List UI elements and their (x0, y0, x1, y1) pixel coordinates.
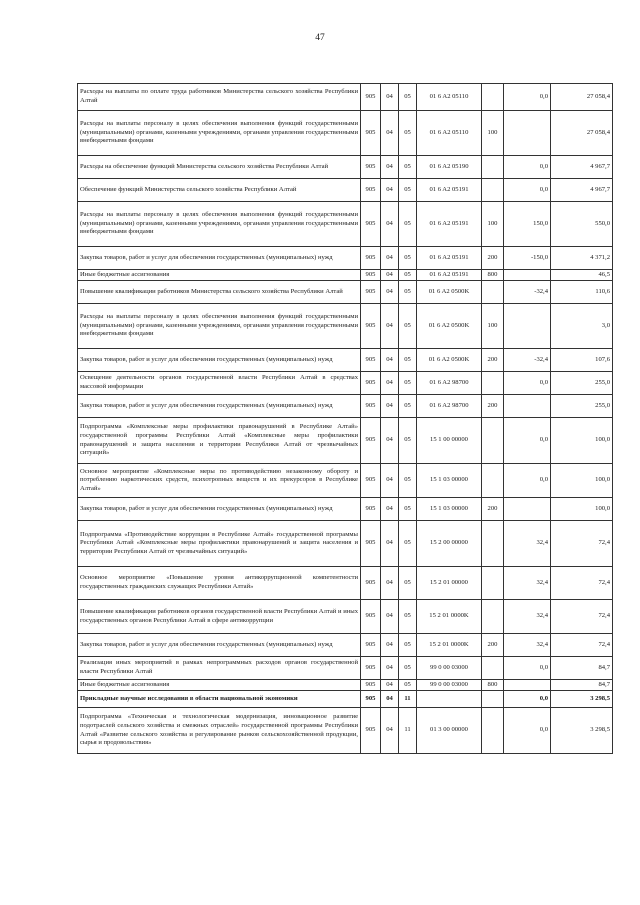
amount-change: 0,0 (504, 708, 551, 754)
ministry-code: 905 (361, 156, 381, 179)
amount-total: 3,0 (551, 304, 613, 349)
table-row (78, 395, 613, 418)
amount-total: 100,0 (551, 418, 613, 464)
expense-type-code (482, 179, 504, 202)
target-article-code: 99 0 00 03000 (417, 657, 482, 680)
expense-type-code (482, 84, 504, 111)
target-article-code: 01 6 A2 05190 (417, 156, 482, 179)
expense-type-code (482, 418, 504, 464)
section-code: 04 (381, 372, 399, 395)
amount-change (504, 395, 551, 418)
budget-item-name: Основное мероприятие «Комплексные меры по противодействию незаконному обороту и потреблению наркотических средств, психотропных веществ и их прекурсоров в Республике Алтай» (78, 464, 361, 498)
table-row (78, 247, 613, 270)
target-article-code: 01 6 A2 05110 (417, 84, 482, 111)
subsection-code: 05 (399, 567, 417, 600)
ministry-code: 905 (361, 202, 381, 247)
amount-total: 100,0 (551, 498, 613, 521)
budget-item-name: Повышение квалификации работников органов государственной власти Республики Алтай и иных государственных органов Республики Алтай в сфере антикоррупции (78, 600, 361, 634)
ministry-code: 905 (361, 708, 381, 754)
budget-item-name: Освещение деятельности органов государственной власти Республики Алтай в средствах массовой информации (78, 372, 361, 395)
section-code: 04 (381, 691, 399, 708)
amount-total: 84,7 (551, 680, 613, 691)
target-article-code: 15 1 03 00000 (417, 464, 482, 498)
target-article-code: 99 0 00 03000 (417, 680, 482, 691)
budget-item-name: Иные бюджетные ассигнования (78, 270, 361, 281)
expense-type-code: 800 (482, 680, 504, 691)
table-row (78, 111, 613, 156)
amount-total: 84,7 (551, 657, 613, 680)
amount-total: 4 371,2 (551, 247, 613, 270)
budget-item-name: Основное мероприятие «Повышение уровня антикоррупционной компетентности государственных гражданских служащих Республики Алтай» (78, 567, 361, 600)
subsection-code: 05 (399, 634, 417, 657)
subsection-code: 05 (399, 680, 417, 691)
ministry-code: 905 (361, 304, 381, 349)
expense-type-code (482, 567, 504, 600)
table-row (78, 498, 613, 521)
subsection-code: 05 (399, 464, 417, 498)
expense-type-code (482, 281, 504, 304)
section-code: 04 (381, 179, 399, 202)
expense-type-code: 200 (482, 634, 504, 657)
expense-type-code (482, 691, 504, 708)
budget-item-name: Закупка товаров, работ и услуг для обеспечения государственных (муниципальных) нужд (78, 247, 361, 270)
expense-type-code: 100 (482, 304, 504, 349)
target-article-code: 01 6 A2 05191 (417, 270, 482, 281)
table-row (78, 680, 613, 691)
target-article-code: 01 6 A2 0500K (417, 304, 482, 349)
ministry-code: 905 (361, 498, 381, 521)
budget-item-name: Повышение квалификации работников Министерства сельского хозяйства Республики Алтай (78, 281, 361, 304)
expense-type-code (482, 156, 504, 179)
expense-type-code (482, 600, 504, 634)
table-row (78, 418, 613, 464)
section-code: 04 (381, 304, 399, 349)
budget-item-name: Расходы на обеспечение функций Министерства сельского хозяйства Республики Алтай (78, 156, 361, 179)
section-code: 04 (381, 281, 399, 304)
target-article-code: 15 1 03 00000 (417, 498, 482, 521)
section-code: 04 (381, 600, 399, 634)
ministry-code: 905 (361, 691, 381, 708)
target-article-code (417, 691, 482, 708)
subsection-code: 05 (399, 521, 417, 567)
amount-total: 72,4 (551, 521, 613, 567)
target-article-code: 15 2 01 00000 (417, 567, 482, 600)
ministry-code: 905 (361, 600, 381, 634)
section-code: 04 (381, 521, 399, 567)
subsection-code: 11 (399, 708, 417, 754)
section-code: 04 (381, 156, 399, 179)
subsection-code: 05 (399, 600, 417, 634)
expense-type-code (482, 708, 504, 754)
ministry-code: 905 (361, 395, 381, 418)
ministry-code: 905 (361, 372, 381, 395)
subsection-code: 11 (399, 691, 417, 708)
amount-total: 27 058,4 (551, 111, 613, 156)
ministry-code: 905 (361, 111, 381, 156)
table-row (78, 304, 613, 349)
ministry-code: 905 (361, 521, 381, 567)
budget-item-name: Подпрограмма «Комплексные меры профилактики правонарушений в Республике Алтай» государственной программы Республики Алтай «Комплексные меры профилактики правонарушений и защита населения и территории Республики Алтай от чрезвычайных ситуаций» (78, 418, 361, 464)
target-article-code: 15 2 01 0000K (417, 634, 482, 657)
section-code: 04 (381, 418, 399, 464)
amount-total: 46,5 (551, 270, 613, 281)
amount-change: 0,0 (504, 156, 551, 179)
section-code: 04 (381, 395, 399, 418)
section-code: 04 (381, 270, 399, 281)
table-row (78, 464, 613, 498)
section-code: 04 (381, 498, 399, 521)
amount-change: 0,0 (504, 691, 551, 708)
amount-change: -32,4 (504, 349, 551, 372)
budget-item-name: Расходы на выплаты персоналу в целях обеспечения выполнения функций государственными (муниципальными) органами, казенными учреждениями, органами управления государственными внебюджетными фондами (78, 111, 361, 156)
expense-type-code: 100 (482, 111, 504, 156)
amount-change (504, 498, 551, 521)
subsection-code: 05 (399, 304, 417, 349)
section-code: 04 (381, 708, 399, 754)
budget-item-name: Закупка товаров, работ и услуг для обеспечения государственных (муниципальных) нужд (78, 634, 361, 657)
target-article-code: 01 6 A2 05110 (417, 111, 482, 156)
section-code: 04 (381, 567, 399, 600)
target-article-code: 15 1 00 00000 (417, 418, 482, 464)
amount-total: 4 967,7 (551, 156, 613, 179)
target-article-code: 01 6 A2 05191 (417, 179, 482, 202)
ministry-code: 905 (361, 680, 381, 691)
subsection-code: 05 (399, 179, 417, 202)
amount-total: 72,4 (551, 634, 613, 657)
budget-table (77, 83, 613, 754)
table-row (78, 281, 613, 304)
amount-total: 72,4 (551, 600, 613, 634)
amount-total: 27 058,4 (551, 84, 613, 111)
target-article-code: 01 6 A2 05191 (417, 202, 482, 247)
subsection-code: 05 (399, 418, 417, 464)
ministry-code: 905 (361, 349, 381, 372)
ministry-code: 905 (361, 634, 381, 657)
ministry-code: 905 (361, 270, 381, 281)
subsection-code: 05 (399, 498, 417, 521)
amount-change: 32,4 (504, 567, 551, 600)
budget-item-name: Закупка товаров, работ и услуг для обеспечения государственных (муниципальных) нужд (78, 498, 361, 521)
expense-type-code: 100 (482, 202, 504, 247)
expense-type-code (482, 521, 504, 567)
table-row (78, 156, 613, 179)
amount-total: 3 298,5 (551, 708, 613, 754)
target-article-code: 01 6 A2 0500K (417, 349, 482, 372)
amount-change: -32,4 (504, 281, 551, 304)
subsection-code: 05 (399, 111, 417, 156)
budget-item-name: Реализация иных мероприятий в рамках непрограммных расходов органов государственной власти Республики Алтай (78, 657, 361, 680)
budget-item-name: Иные бюджетные ассигнования (78, 680, 361, 691)
ministry-code: 905 (361, 179, 381, 202)
subsection-code: 05 (399, 202, 417, 247)
section-code: 04 (381, 111, 399, 156)
budget-item-name: Расходы на выплаты персоналу в целях обеспечения выполнения функций государственными (муниципальными) органами, казенными учреждениями, органами управления государственными внебюджетными фондами (78, 202, 361, 247)
section-code: 04 (381, 634, 399, 657)
amount-total: 550,0 (551, 202, 613, 247)
table-row (78, 202, 613, 247)
subsection-code: 05 (399, 281, 417, 304)
table-row (78, 84, 613, 111)
target-article-code: 01 6 A2 0500K (417, 281, 482, 304)
table-row (78, 567, 613, 600)
table-row (78, 349, 613, 372)
subsection-code: 05 (399, 247, 417, 270)
section-code: 04 (381, 247, 399, 270)
table-row (78, 521, 613, 567)
subsection-code: 05 (399, 156, 417, 179)
amount-change: 0,0 (504, 464, 551, 498)
section-code: 04 (381, 202, 399, 247)
amount-total: 110,6 (551, 281, 613, 304)
amount-change: 32,4 (504, 521, 551, 567)
amount-change: 0,0 (504, 372, 551, 395)
ministry-code: 905 (361, 247, 381, 270)
budget-item-name: Обеспечение функций Министерства сельского хозяйства Республики Алтай (78, 179, 361, 202)
section-code: 04 (381, 464, 399, 498)
amount-change: 32,4 (504, 634, 551, 657)
amount-change: 32,4 (504, 600, 551, 634)
table-row (78, 708, 613, 754)
amount-total: 4 967,7 (551, 179, 613, 202)
ministry-code: 905 (361, 84, 381, 111)
subsection-code: 05 (399, 84, 417, 111)
amount-total: 107,6 (551, 349, 613, 372)
budget-item-name: Расходы на выплаты по оплате труда работников Министерства сельского хозяйства Республики Алтай (78, 84, 361, 111)
table-row (78, 270, 613, 281)
target-article-code: 15 2 00 00000 (417, 521, 482, 567)
table-row (78, 372, 613, 395)
section-code: 04 (381, 657, 399, 680)
amount-change: 0,0 (504, 179, 551, 202)
expense-type-code (482, 657, 504, 680)
table-row (78, 691, 613, 708)
table-row (78, 657, 613, 680)
target-article-code: 15 2 01 0000K (417, 600, 482, 634)
section-code: 04 (381, 84, 399, 111)
table-row (78, 634, 613, 657)
ministry-code: 905 (361, 418, 381, 464)
amount-total: 255,0 (551, 395, 613, 418)
expense-type-code (482, 372, 504, 395)
table-row (78, 179, 613, 202)
page-number: 47 (315, 33, 325, 43)
amount-change (504, 680, 551, 691)
expense-type-code: 200 (482, 247, 504, 270)
subsection-code: 05 (399, 395, 417, 418)
section-code: 04 (381, 680, 399, 691)
subsection-code: 05 (399, 657, 417, 680)
ministry-code: 905 (361, 281, 381, 304)
budget-item-name: Закупка товаров, работ и услуг для обеспечения государственных (муниципальных) нужд (78, 349, 361, 372)
table-row (78, 600, 613, 634)
budget-item-name: Подпрограмма «Противодействие коррупции в Республике Алтай» государственной программы Республики Алтай «Комплексные меры профилактики правонарушений и защита населения и территории Республики Алтай от чрезвычайных ситуаций» (78, 521, 361, 567)
amount-change (504, 111, 551, 156)
target-article-code: 01 3 00 00000 (417, 708, 482, 754)
subsection-code: 05 (399, 349, 417, 372)
target-article-code: 01 6 A2 98700 (417, 372, 482, 395)
budget-item-name: Закупка товаров, работ и услуг для обеспечения государственных (муниципальных) нужд (78, 395, 361, 418)
amount-change: 150,0 (504, 202, 551, 247)
ministry-code: 905 (361, 464, 381, 498)
expense-type-code: 200 (482, 498, 504, 521)
amount-change: 0,0 (504, 84, 551, 111)
budget-item-name: Прикладные научные исследования в области национальной экономики (78, 691, 361, 708)
target-article-code: 01 6 A2 05191 (417, 247, 482, 270)
subsection-code: 05 (399, 270, 417, 281)
expense-type-code (482, 464, 504, 498)
budget-item-name: Расходы на выплаты персоналу в целях обеспечения выполнения функций государственными (муниципальными) органами, казенными учреждениями, органами управления государственными внебюджетными фондами (78, 304, 361, 349)
section-code: 04 (381, 349, 399, 372)
subsection-code: 05 (399, 372, 417, 395)
expense-type-code: 200 (482, 395, 504, 418)
amount-change: 0,0 (504, 418, 551, 464)
amount-total: 255,0 (551, 372, 613, 395)
budget-item-name: Подпрограмма «Техническая и технологическая модернизация, инновационное развитие подотраслей сельского хозяйства и смежных отраслей» государственной программы Республики Алтай «Развитие сельского хозяйства и регулирование рынков сельскохозяйственной продукции, сырья и продовольствия» (78, 708, 361, 754)
ministry-code: 905 (361, 567, 381, 600)
amount-total: 3 298,5 (551, 691, 613, 708)
expense-type-code: 800 (482, 270, 504, 281)
amount-change (504, 270, 551, 281)
amount-change: 0,0 (504, 657, 551, 680)
amount-change: -150,0 (504, 247, 551, 270)
amount-total: 100,0 (551, 464, 613, 498)
target-article-code: 01 6 A2 98700 (417, 395, 482, 418)
expense-type-code: 200 (482, 349, 504, 372)
amount-total: 72,4 (551, 567, 613, 600)
ministry-code: 905 (361, 657, 381, 680)
amount-change (504, 304, 551, 349)
